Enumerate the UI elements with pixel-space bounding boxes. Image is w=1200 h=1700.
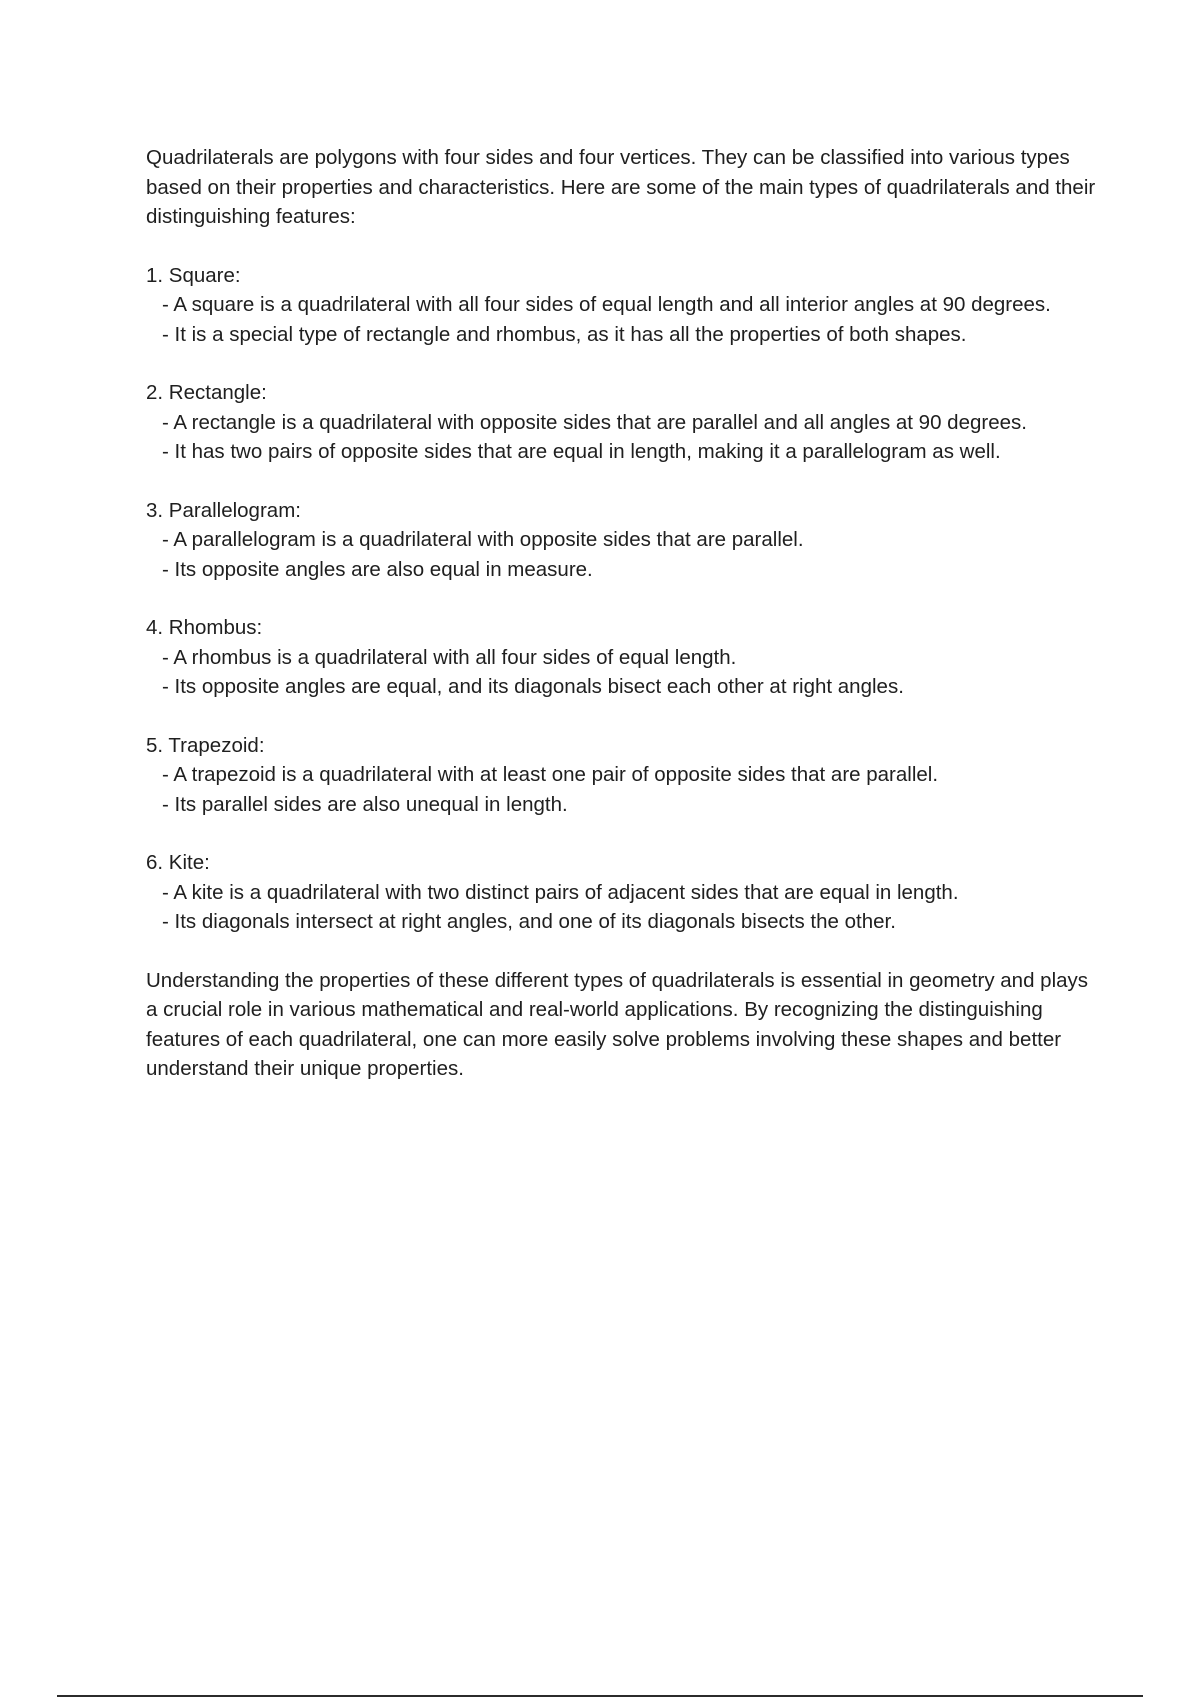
section-title: 2. Rectangle:	[146, 381, 267, 404]
bullet-item: - A square is a quadrilateral with all four sides of equal length and all interior angles at 90 degrees.	[162, 293, 1051, 316]
bullet-item: - A rectangle is a quadrilateral with opposite sides that are parallel and all angles at 90 degrees.	[162, 410, 1027, 434]
section-square	[146, 261, 1096, 350]
document-body	[146, 143, 1096, 1084]
bullet-item: - Its parallel sides are also unequal in length.	[162, 792, 568, 816]
bullet-item: - A parallelogram is a quadrilateral with opposite sides that are parallel.	[162, 528, 804, 551]
bullet-item: - It is a special type of rectangle and rhombus, as it has all the properties of both shapes.	[162, 322, 967, 346]
bullet-item: - A kite is a quadrilateral with two distinct pairs of adjacent sides that are equal in length.	[162, 880, 959, 904]
section-title: 3. Parallelogram:	[146, 498, 301, 522]
intro-paragraph: Quadrilaterals are polygons with four sides and four vertices. They can be classified into various types based on their properties and characteristics. Here are some of the main types of quadrilaterals and their distinguishing features:	[146, 146, 1096, 228]
section-trapezoid	[146, 731, 1096, 820]
bullet-item: - It has two pairs of opposite sides that are equal in length, making it a parallelogram as well.	[162, 440, 1001, 463]
bottom-divider	[57, 1695, 1143, 1697]
section-rectangle	[146, 378, 1096, 467]
section-title: 4. Rhombus:	[146, 616, 263, 639]
bullet-item: - Its diagonals intersect at right angles, and one of its diagonals bisects the other.	[162, 910, 896, 933]
bullet-item: - A rhombus is a quadrilateral with all four sides of equal length.	[162, 645, 737, 669]
section-title: 1. Square:	[146, 263, 241, 287]
bullet-item: - Its opposite angles are also equal in measure.	[162, 557, 593, 581]
bullet-item: - A trapezoid is a quadrilateral with at least one pair of opposite sides that are parallel.	[162, 763, 939, 786]
conclusion-paragraph: Understanding the properties of these different types of quadrilaterals is essential in geometry and plays a crucial role in various mathematical and real-world applications. By recognizing the distinguishing features of each quadrilateral, one can more easily solve problems involving these shapes and better understand their unique properties.	[146, 968, 1089, 1080]
section-rhombus	[146, 613, 1096, 702]
section-title: 6. Kite:	[146, 851, 210, 874]
section-title: 5. Trapezoid:	[146, 733, 265, 757]
bullet-item: - Its opposite angles are equal, and its diagonals bisect each other at right angles.	[162, 675, 904, 698]
section-parallelogram	[146, 496, 1096, 585]
section-kite	[146, 848, 1096, 937]
